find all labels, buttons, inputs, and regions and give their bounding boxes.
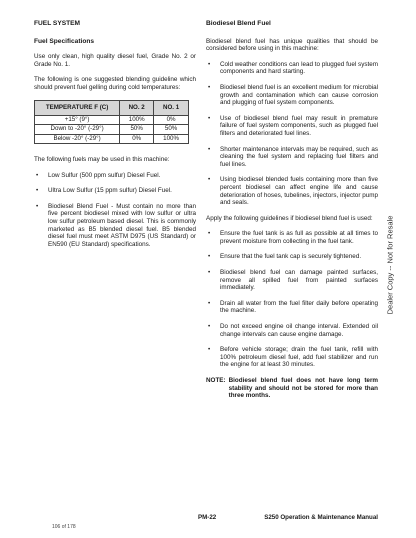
list-item <box>206 176 378 206</box>
table-row <box>35 115 189 125</box>
bullet-icon: • <box>208 145 211 153</box>
apply-guidelines-paragraph: Apply the following guidelines if biodiesel blend fuel is used: <box>206 214 373 222</box>
bullet-icon: • <box>36 187 39 195</box>
list-item <box>206 323 378 338</box>
list-item <box>34 187 196 195</box>
list-item <box>206 269 378 292</box>
list-item-text: Ensure the fuel tank is as full as possible at all times to prevent moisture from collecting in the fuel tank. <box>220 230 378 245</box>
bullet-icon: • <box>208 60 211 68</box>
bullet-icon: • <box>208 176 211 184</box>
page-count: 106 of 178 <box>52 524 76 530</box>
table-cell: 50% <box>120 125 154 135</box>
no2-header: NO. 2 <box>120 100 154 115</box>
biodiesel-qualities-list <box>206 61 378 207</box>
bullet-icon: • <box>208 230 211 238</box>
temperature-header: TEMPERATURE F (C) <box>35 100 120 115</box>
no1-header: NO. 1 <box>154 100 189 115</box>
list-item-text: Biodiesel blend fuel can damage painted surfaces, remove all spilled fuel from painted surfaces immediately. <box>220 269 378 292</box>
list-item <box>206 253 378 261</box>
page-number: PM-22 <box>198 514 217 521</box>
side-watermark <box>380 200 400 330</box>
list-item-text: Biodiesel blend fuel is an excellent medium for microbial growth and contamination which can cause corrosion and plugging of fuel system components. <box>220 83 378 107</box>
bullet-icon: • <box>208 269 211 277</box>
list-item-text: Low Sulfur (500 ppm sulfur) Diesel Fuel. <box>48 171 161 179</box>
list-item-text: Ensure that the fuel tank cap is securely tightened. <box>220 253 362 261</box>
bullet-icon: • <box>36 202 39 210</box>
fuel-types-list <box>34 172 196 249</box>
blending-guideline-paragraph: The following is one suggested blending guideline which should prevent fuel gelling during cold temperatures: <box>34 76 196 91</box>
list-item <box>206 230 378 245</box>
table-header-row <box>35 100 189 115</box>
list-item-text: Do not exceed engine oil change interval. Extended oil change intervals can cause engine damage. <box>220 323 378 338</box>
left-column <box>34 20 196 256</box>
bullet-icon: • <box>208 346 211 354</box>
table-cell: 50% <box>154 125 189 135</box>
table-cell: 100% <box>120 115 154 125</box>
section-title: FUEL SYSTEM <box>34 20 81 27</box>
table-cell: 0% <box>154 115 189 125</box>
fuels-intro-paragraph: The following fuels may be used in this machine: <box>34 156 170 164</box>
bullet-icon: • <box>36 171 39 179</box>
list-item-text: Before vehicle storage; drain the fuel tank, refill with 100% petroleum diesel fuel, add fuel stabilizer and run the engine for at least 30 minutes. <box>220 346 378 369</box>
list-item <box>206 84 378 107</box>
note-label: NOTE: <box>206 377 226 384</box>
biodiesel-intro-paragraph: Biodiesel blend fuel has unique qualities that should be considered before using in this machine: <box>206 37 378 53</box>
biodiesel-heading: Biodiesel Blend Fuel <box>206 20 271 27</box>
table-cell: 100% <box>154 134 189 144</box>
list-item-text: Biodiesel Blend Fuel - Must contain no more than five percent biodiesel mixed with low sulfur or ultra low sulfur petroleum based diesel. This is commonly marketed as B5 blended diesel fuel. B5 blended diesel fuel must meet ASTM D975 (US Standard) or EN590 (EU Standard) specifications. <box>48 202 196 248</box>
bullet-icon: • <box>208 323 211 331</box>
list-item <box>34 172 196 180</box>
list-item-text: Ultra Low Sulfur (15 ppm sulfur) Diesel Fuel. <box>48 187 172 195</box>
right-column <box>206 20 378 400</box>
biodiesel-guidelines-list <box>206 230 378 369</box>
bullet-icon: • <box>208 83 211 91</box>
list-item <box>206 300 378 315</box>
table-cell: +15° (9°) <box>35 115 120 125</box>
list-item-text: Shorter maintenance intervals may be required, such as cleaning the fuel system and replacing fuel filters and fuel lines. <box>220 145 378 168</box>
table-cell: Down to -20° (-29°) <box>35 125 120 135</box>
fuel-grade-paragraph: Use only clean, high quality diesel fuel, Grade No. 2 or Grade No. 1. <box>34 53 196 68</box>
list-item <box>206 146 378 169</box>
blending-table <box>34 100 189 145</box>
table-cell: 0% <box>120 134 154 144</box>
list-item <box>206 61 378 76</box>
storage-note <box>206 377 378 400</box>
list-item-text: Drain all water from the fuel filter daily before operating the machine. <box>220 299 378 315</box>
bullet-icon: • <box>208 299 211 307</box>
list-item-text: Use of biodiesel blend fuel may result in premature failure of fuel system components, such as plugged fuel filters and deteriorated fuel lines. <box>220 114 378 137</box>
list-item-text: Cold weather conditions can lead to plugged fuel system components and hard starting. <box>220 60 378 76</box>
manual-title: S250 Operation & Maintenance Manual <box>264 514 378 521</box>
dealer-copy-text: Dealer Copy -- Not for Resale <box>385 215 395 315</box>
table-row <box>35 125 189 135</box>
note-text: Biodiesel blend fuel does not have long term stability and should not be stored for more than three months. <box>228 377 378 400</box>
list-item <box>206 346 378 369</box>
table-row <box>35 134 189 144</box>
list-item <box>206 115 378 138</box>
table-cell: Below -20° (-29°) <box>35 134 120 144</box>
bullet-icon: • <box>208 253 211 261</box>
list-item-text: Using biodiesel blended fuels containing more than five percent biodiesel can affect engine life and cause deterioration of hoses, tubelines, injectors, injector pump and seals. <box>220 176 378 207</box>
list-item <box>34 203 196 249</box>
fuel-specifications-heading: Fuel Specifications <box>34 37 95 45</box>
bullet-icon: • <box>208 114 211 122</box>
